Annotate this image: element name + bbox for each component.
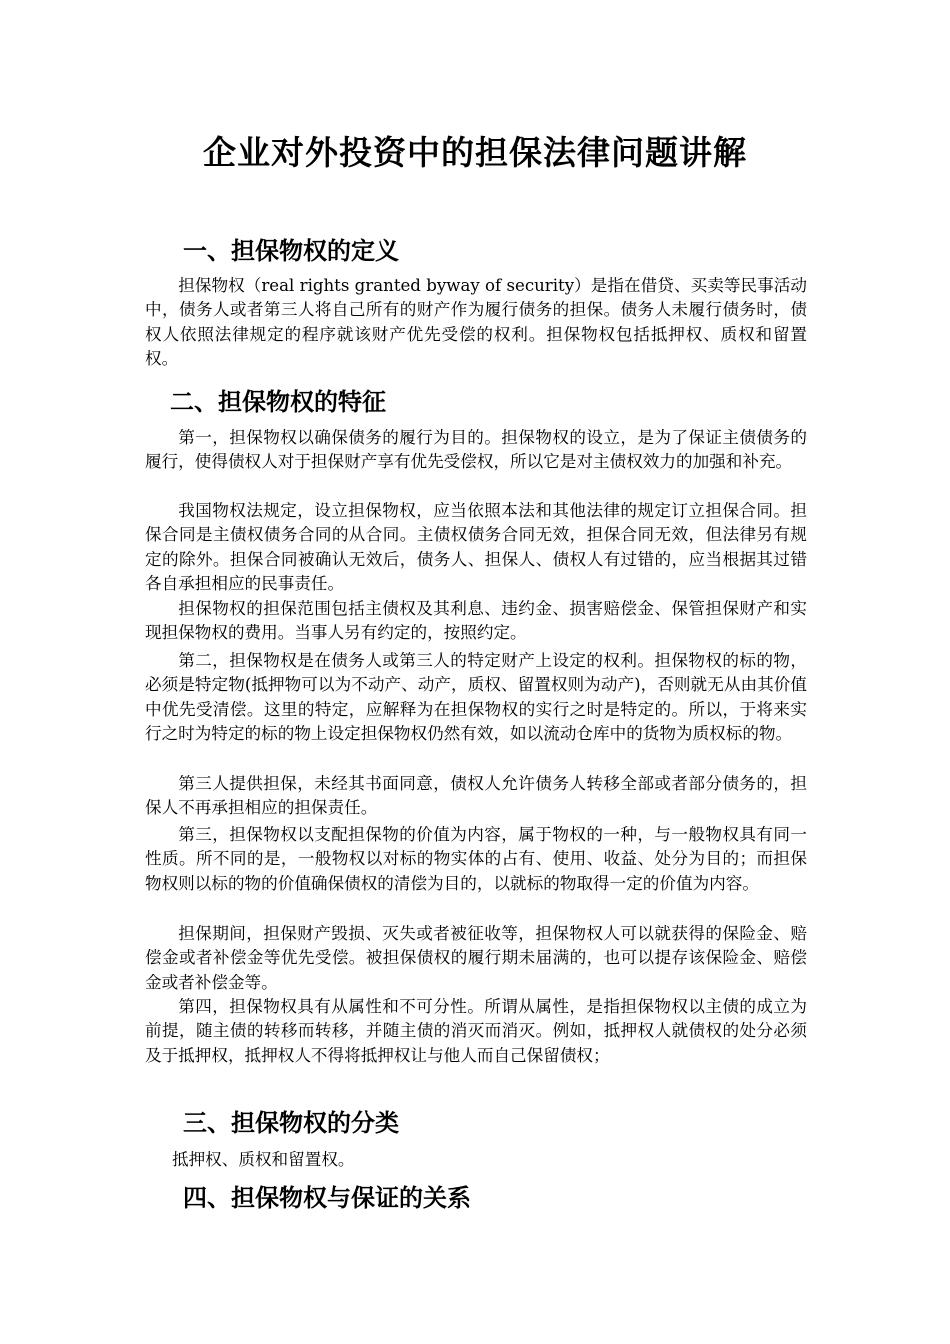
section-heading-classification: 三、担保物权的分类: [183, 1109, 399, 1137]
paragraph: 第三人提供担保，未经其书面同意，债权人允许债务人转移全部或者部分债务的，担保人不再承担相应的担保责任。: [145, 774, 807, 818]
paragraph: 担保期间，担保财产毁损、灭失或者被征收等，担保物权人可以就获得的保险金、赔偿金或者补偿金等优先受偿。被担保债权的履行期未届满的，也可以提存该保险金、赔偿金或者补偿金等。: [145, 924, 807, 992]
paragraph: 第三，担保物权以支配担保物的价值为内容，属于物权的一种，与一般物权具有同一性质。所不同的是，一般物权以对标的物实体的占有、使用、收益、处分为目的；而担保物权则以标的物的价值确保债权的清偿为目的，以就标的物取得一定的价值为内容。: [145, 825, 807, 893]
paragraph: 担保物权的担保范围包括主债权及其利息、违约金、损害赔偿金、保管担保财产和实现担保物权的费用。当事人另有约定的，按照约定。: [145, 599, 807, 643]
paragraph: 担保物权（real rights granted byway of security）是指在借贷、买卖等民事活动中，债务人或者第三人将自己所有的财产作为履行债务的担保。债务人未履行债务时，债权人依照法律规定的程序就该财产优先受偿的权利。担保物权包括抵押权、质权和留置权。: [145, 276, 807, 368]
paragraph: 抵押权、质权和留置权。: [172, 1150, 355, 1169]
document-title: 企业对外投资中的担保法律问题讲解: [203, 133, 747, 172]
paragraph: 第一，担保物权以确保债务的履行为目的。担保物权的设立，是为了保证主债债务的履行，使得债权人对于担保财产享有优先受偿权，所以它是对主债权效力的加强和补充。: [145, 428, 807, 472]
section-heading-features: 二、担保物权的特征: [170, 388, 386, 416]
section-heading-definition: 一、担保物权的定义: [183, 237, 399, 265]
section-heading-relation: 四、担保物权与保证的关系: [183, 1184, 471, 1212]
paragraph: 我国物权法规定，设立担保物权，应当依照本法和其他法律的规定订立担保合同。担保合同是主债权债务合同的从合同。主债权债务合同无效，担保合同无效，但法律另有规定的除外。担保合同被确认无效后，债务人、担保人、债权人有过错的，应当根据其过错各自承担相应的民事责任。: [145, 501, 807, 593]
paragraph: 第四，担保物权具有从属性和不可分性。所谓从属性，是指担保物权以主债的成立为前提，随主债的转移而转移，并随主债的消灭而消灭。例如，抵押权人就债权的处分必须及于抵押权，抵押权人不得将抵押权让与他人而自己保留债权；: [145, 997, 807, 1065]
paragraph: 第二，担保物权是在债务人或第三人的特定财产上设定的权利。担保物权的标的物，必须是特定物(抵押物可以为不动产、动产，质权、留置权则为动产)，否则就无从由其价值中优先受清偿。这里的特定，应解释为在担保物权的实行之时是特定的。所以，于将来实行之时为特定的标的物上设定担保物权仍然有效，如以流动仓库中的货物为质权标的物。: [145, 651, 807, 743]
